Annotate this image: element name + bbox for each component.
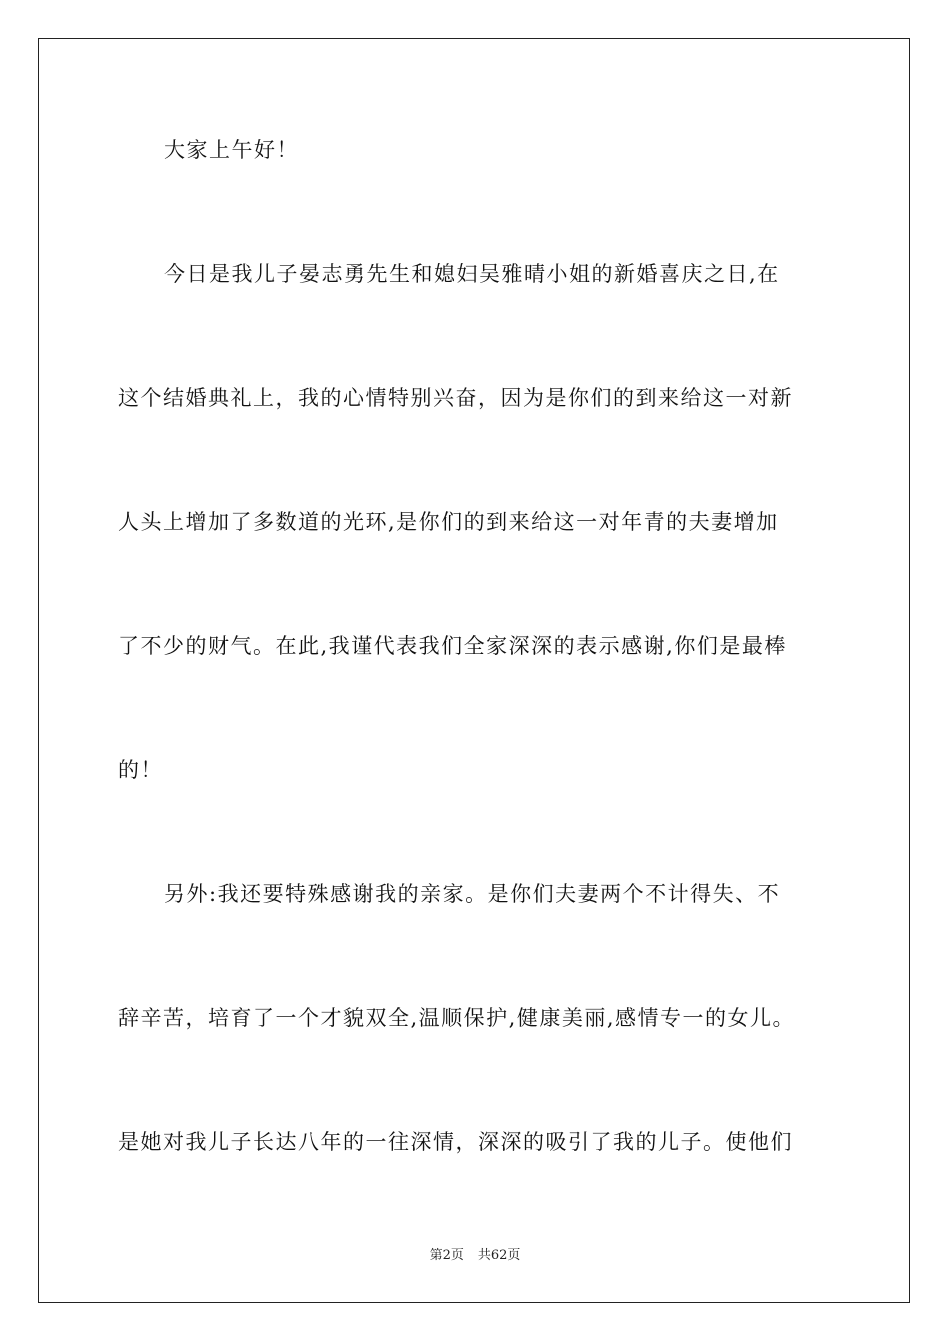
text-line: 人头上增加了多数道的光环,是你们的到来给这一对年青的夫妻增加 <box>118 510 779 534</box>
current-page-label: 第2页 <box>429 1248 464 1263</box>
greeting-line: 大家上午好！ <box>164 138 299 162</box>
text-line: 今日是我儿子晏志勇先生和媳妇吴雅晴小姐的新婚喜庆之日,在 <box>164 262 780 286</box>
text-line: 辞辛苦，培育了一个才貌双全,温顺保护,健康美丽,感情专一的女儿。 <box>118 1006 796 1030</box>
text-line: 了不少的财气。在此,我谨代表我们全家深深的表示感谢,你们是最棒 <box>118 634 787 658</box>
page-footer <box>0 1248 950 1264</box>
text-line: 是她对我儿子长达八年的一往深情，深深的吸引了我的儿子。使他们 <box>118 1130 793 1154</box>
page-border <box>38 38 910 1303</box>
text-line: 这个结婚典礼上，我的心情特别兴奋，因为是你们的到来给这一对新 <box>118 386 793 410</box>
text-line: 另外:我还要特殊感谢我的亲家。是你们夫妻两个不计得失、不 <box>164 882 781 906</box>
total-pages-label: 共62页 <box>477 1248 521 1263</box>
text-line: 的！ <box>118 758 163 782</box>
